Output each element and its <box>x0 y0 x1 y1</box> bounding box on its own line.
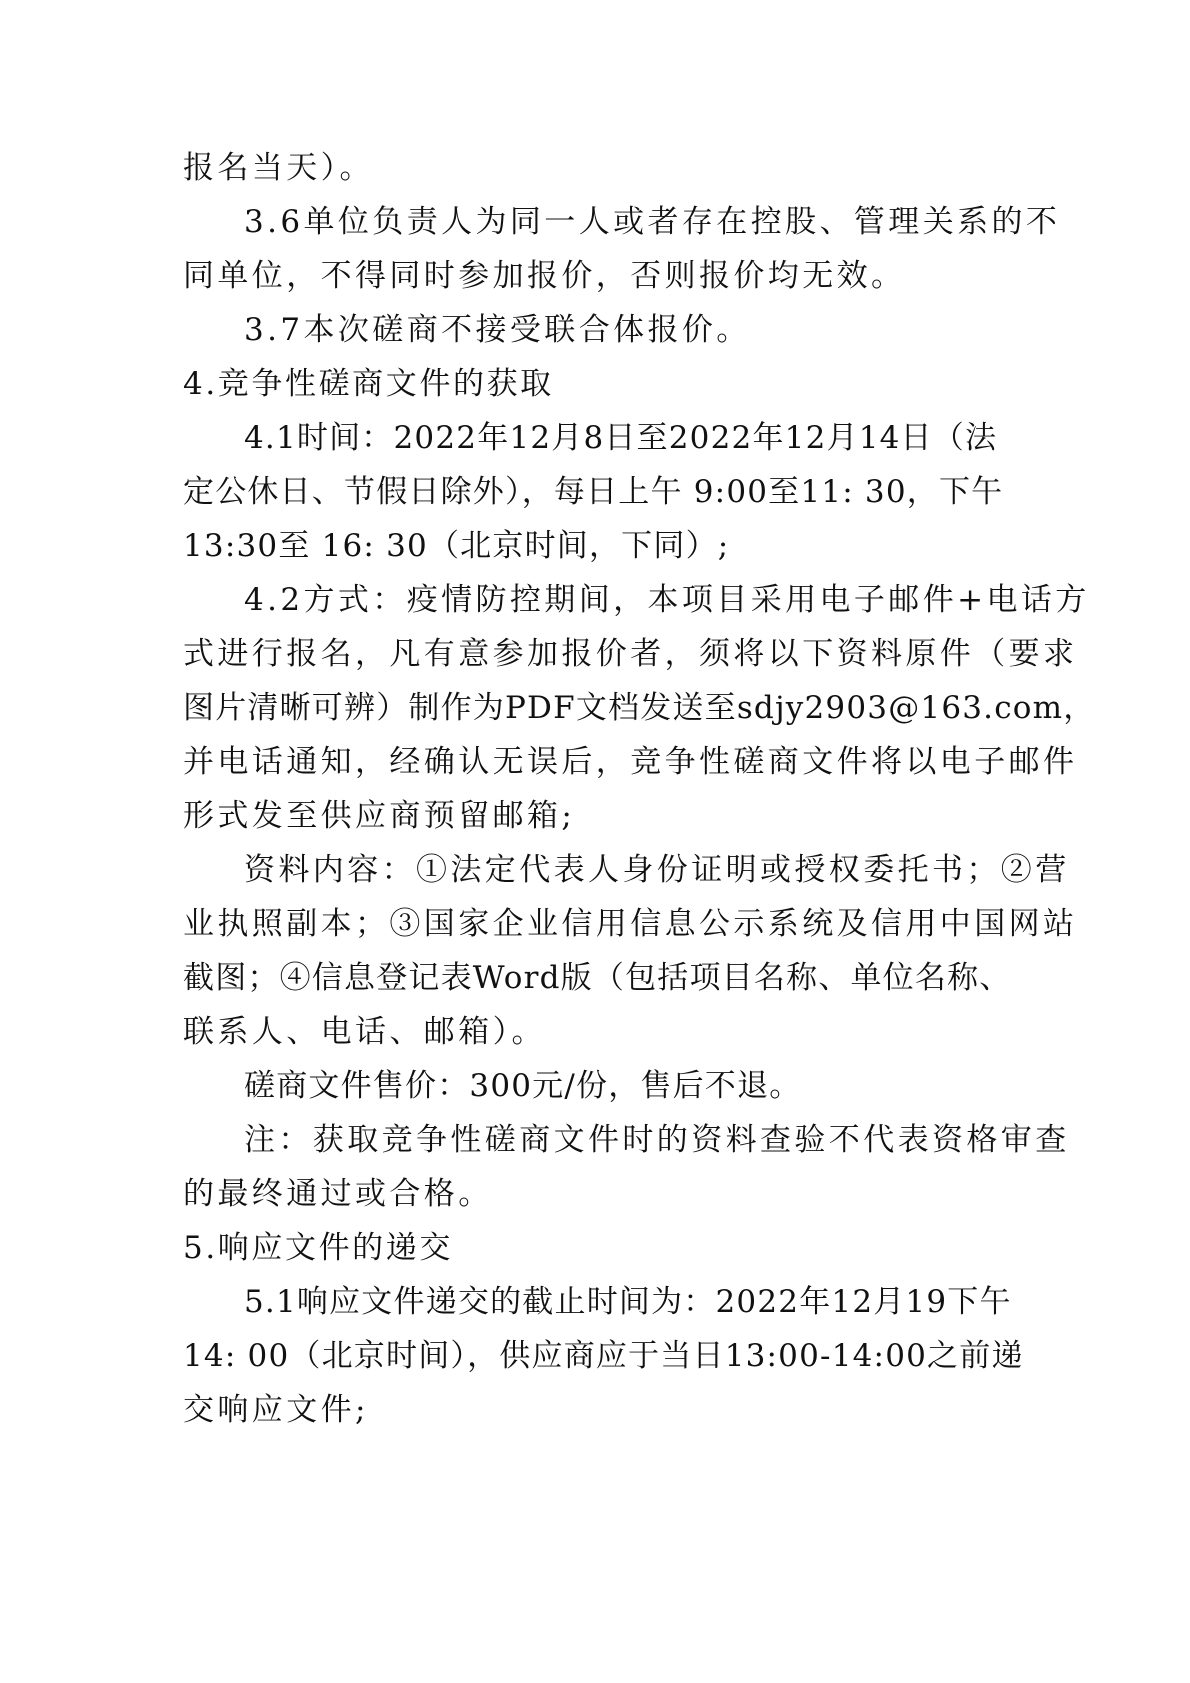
clause-4-2-line-3: 图片清晰可辨）制作为PDF文档发送至sdjy2903@163.com， <box>183 690 1096 726</box>
clause-4-1-line-1: 4.1时间：2022年12月8日至2022年12月14日（法 <box>244 420 998 456</box>
materials-line-4: 联系人、电话、邮箱）。 <box>183 1014 546 1050</box>
clause-5-1-line-3: 交响应文件; <box>183 1392 369 1428</box>
clause-4-2-line-4: 并电话通知，经确认无误后，竞争性磋商文件将以电子邮件 <box>183 744 1078 780</box>
clause-5-1-line-1: 5.1响应文件递交的截止时间为：2022年12月19下午 <box>244 1284 1012 1320</box>
clause-4-1-line-2: 定公休日、节假日除外），每日上午 9:00至11: 30，下午 <box>183 474 1004 510</box>
materials-line-3: 截图；④信息登记表Word版（包括项目名称、单位名称、 <box>183 960 1012 996</box>
section-5-heading: 5.响应文件的递交 <box>183 1230 453 1266</box>
price-line: 磋商文件售价：300元/份，售后不退。 <box>244 1068 802 1104</box>
clause-3-7: 3.7本次磋商不接受联合体报价。 <box>244 312 751 348</box>
clause-4-1-line-3: 13:30至 16: 30（北京时间，下同）; <box>183 528 730 564</box>
clause-4-2-line-1: 4.2方式：疫情防控期间，本项目采用电子邮件+电话方 <box>244 582 1090 618</box>
clause-3-6-line-1: 3.6单位负责人为同一人或者存在控股、管理关系的不 <box>244 204 1061 240</box>
materials-line-1: 资料内容：①法定代表人身份证明或授权委托书；②营 <box>244 852 1070 888</box>
clause-4-2-line-2: 式进行报名，凡有意参加报价者，须将以下资料原件（要求 <box>183 636 1078 672</box>
note-line-1: 注：获取竞争性磋商文件时的资料查验不代表资格审查 <box>244 1122 1070 1158</box>
text-line-registration-day: 报名当天）。 <box>183 150 374 186</box>
clause-5-1-line-2: 14: 00（北京时间），供应商应于当日13:00-14:00之前递 <box>183 1338 1024 1374</box>
clause-4-2-line-5: 形式发至供应商预留邮箱; <box>183 798 576 834</box>
materials-line-2: 业执照副本；③国家企业信用信息公示系统及信用中国网站 <box>183 906 1078 942</box>
section-4-heading: 4.竞争性磋商文件的获取 <box>183 366 554 402</box>
note-line-2: 的最终通过或合格。 <box>183 1176 493 1212</box>
clause-3-6-line-2: 同单位，不得同时参加报价，否则报价均无效。 <box>183 258 906 294</box>
